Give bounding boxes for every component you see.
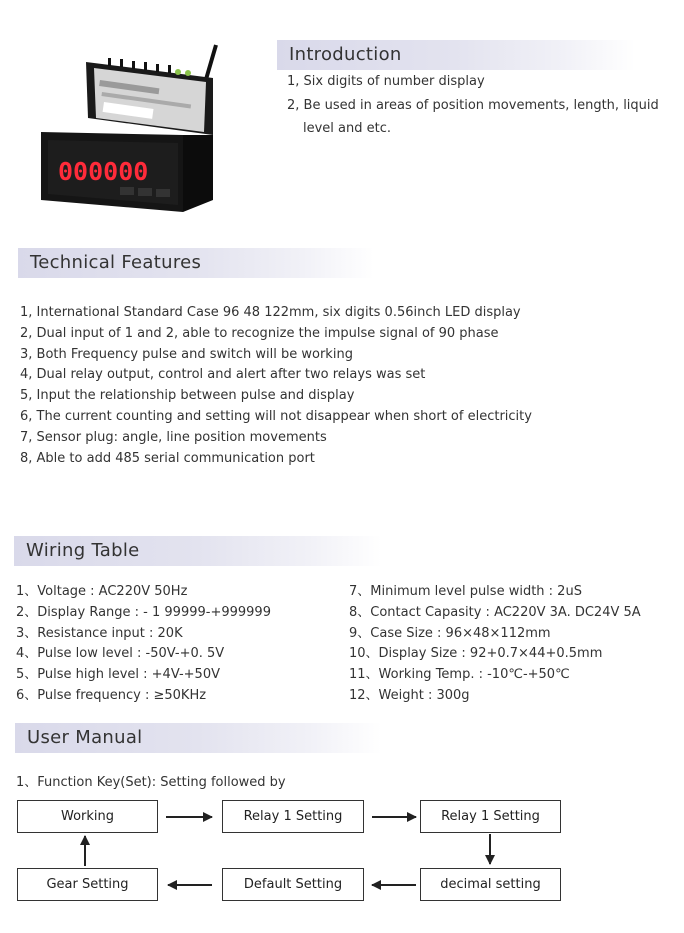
flow-box-decimal-setting: decimal setting	[420, 868, 561, 901]
wiring-item: 7、Minimum level pulse width : 2uS	[349, 584, 582, 599]
wiring-item: 9、Case Size : 96×48×112mm	[349, 625, 551, 641]
intro-line: 2, Be used in areas of position movements, length, liquid	[287, 97, 659, 113]
wiring-item: 5、Pulse high level : +4V-+50V	[16, 667, 220, 683]
introduction-title: Introduction	[289, 44, 402, 65]
technical-header	[18, 248, 374, 278]
wiring-item: 10、Display Size : 92+0.7×44+0.5mm	[349, 646, 603, 662]
intro-line: 1, Six digits of number display	[287, 74, 485, 89]
feature-item: 5, Input the relationship between pulse and display	[20, 388, 355, 404]
device-image	[38, 40, 218, 215]
flow-box-relay1-setting: Relay 1 Setting	[222, 800, 364, 833]
wiring-header	[14, 536, 382, 566]
device-display: 000000	[58, 157, 149, 186]
flow-box-default-setting: Default Setting	[222, 868, 364, 901]
manual-header	[15, 723, 382, 753]
flow-box-relay1-setting-2: Relay 1 Setting	[420, 800, 561, 833]
feature-item: 6, The current counting and setting will not disappear when short of electricity	[20, 408, 532, 424]
feature-item: 3, Both Frequency pulse and switch will be working	[20, 346, 353, 362]
wiring-item: 2、Display Range : - 1 99999-+999999	[16, 604, 271, 620]
introduction-text	[287, 70, 659, 141]
wiring-item: 1、Voltage : AC220V 50Hz	[16, 584, 188, 599]
flow-box-gear-setting: Gear Setting	[17, 868, 158, 901]
wiring-left-column	[16, 582, 271, 707]
feature-item: 2, Dual input of 1 and 2, able to recognize the impulse signal of 90 phase	[20, 325, 499, 341]
wiring-item: 8、Contact Capasity : AC220V 3A. DC24V 5A	[349, 604, 641, 620]
flow-box-working: Working	[17, 800, 158, 833]
introduction-header	[277, 40, 635, 70]
technical-list	[20, 303, 532, 469]
technical-title: Technical Features	[30, 252, 202, 273]
manual-title: User Manual	[27, 727, 143, 748]
manual-intro: 1、Function Key(Set): Setting followed by	[16, 775, 286, 790]
intro-line: level and etc.	[303, 121, 392, 136]
feature-item: 4, Dual relay output, control and alert after two relays was set	[20, 367, 426, 383]
wiring-item: 3、Resistance input : 20K	[16, 625, 183, 641]
wiring-item: 12、Weight : 300g	[349, 687, 470, 703]
feature-item: 1, International Standard Case 96 48 122mm, six digits 0.56inch LED display	[20, 305, 521, 320]
feature-item: 8, Able to add 485 serial communication port	[20, 450, 315, 466]
feature-item: 7, Sensor plug: angle, line position movements	[20, 429, 327, 445]
wiring-item: 6、Pulse frequency : ≥50KHz	[16, 687, 207, 703]
wiring-title: Wiring Table	[26, 540, 140, 561]
wiring-item: 11、Working Temp. : -10℃-+50℃	[349, 667, 570, 683]
wiring-item: 4、Pulse low level : -50V-+0. 5V	[16, 646, 225, 662]
wiring-right-column	[349, 582, 641, 707]
